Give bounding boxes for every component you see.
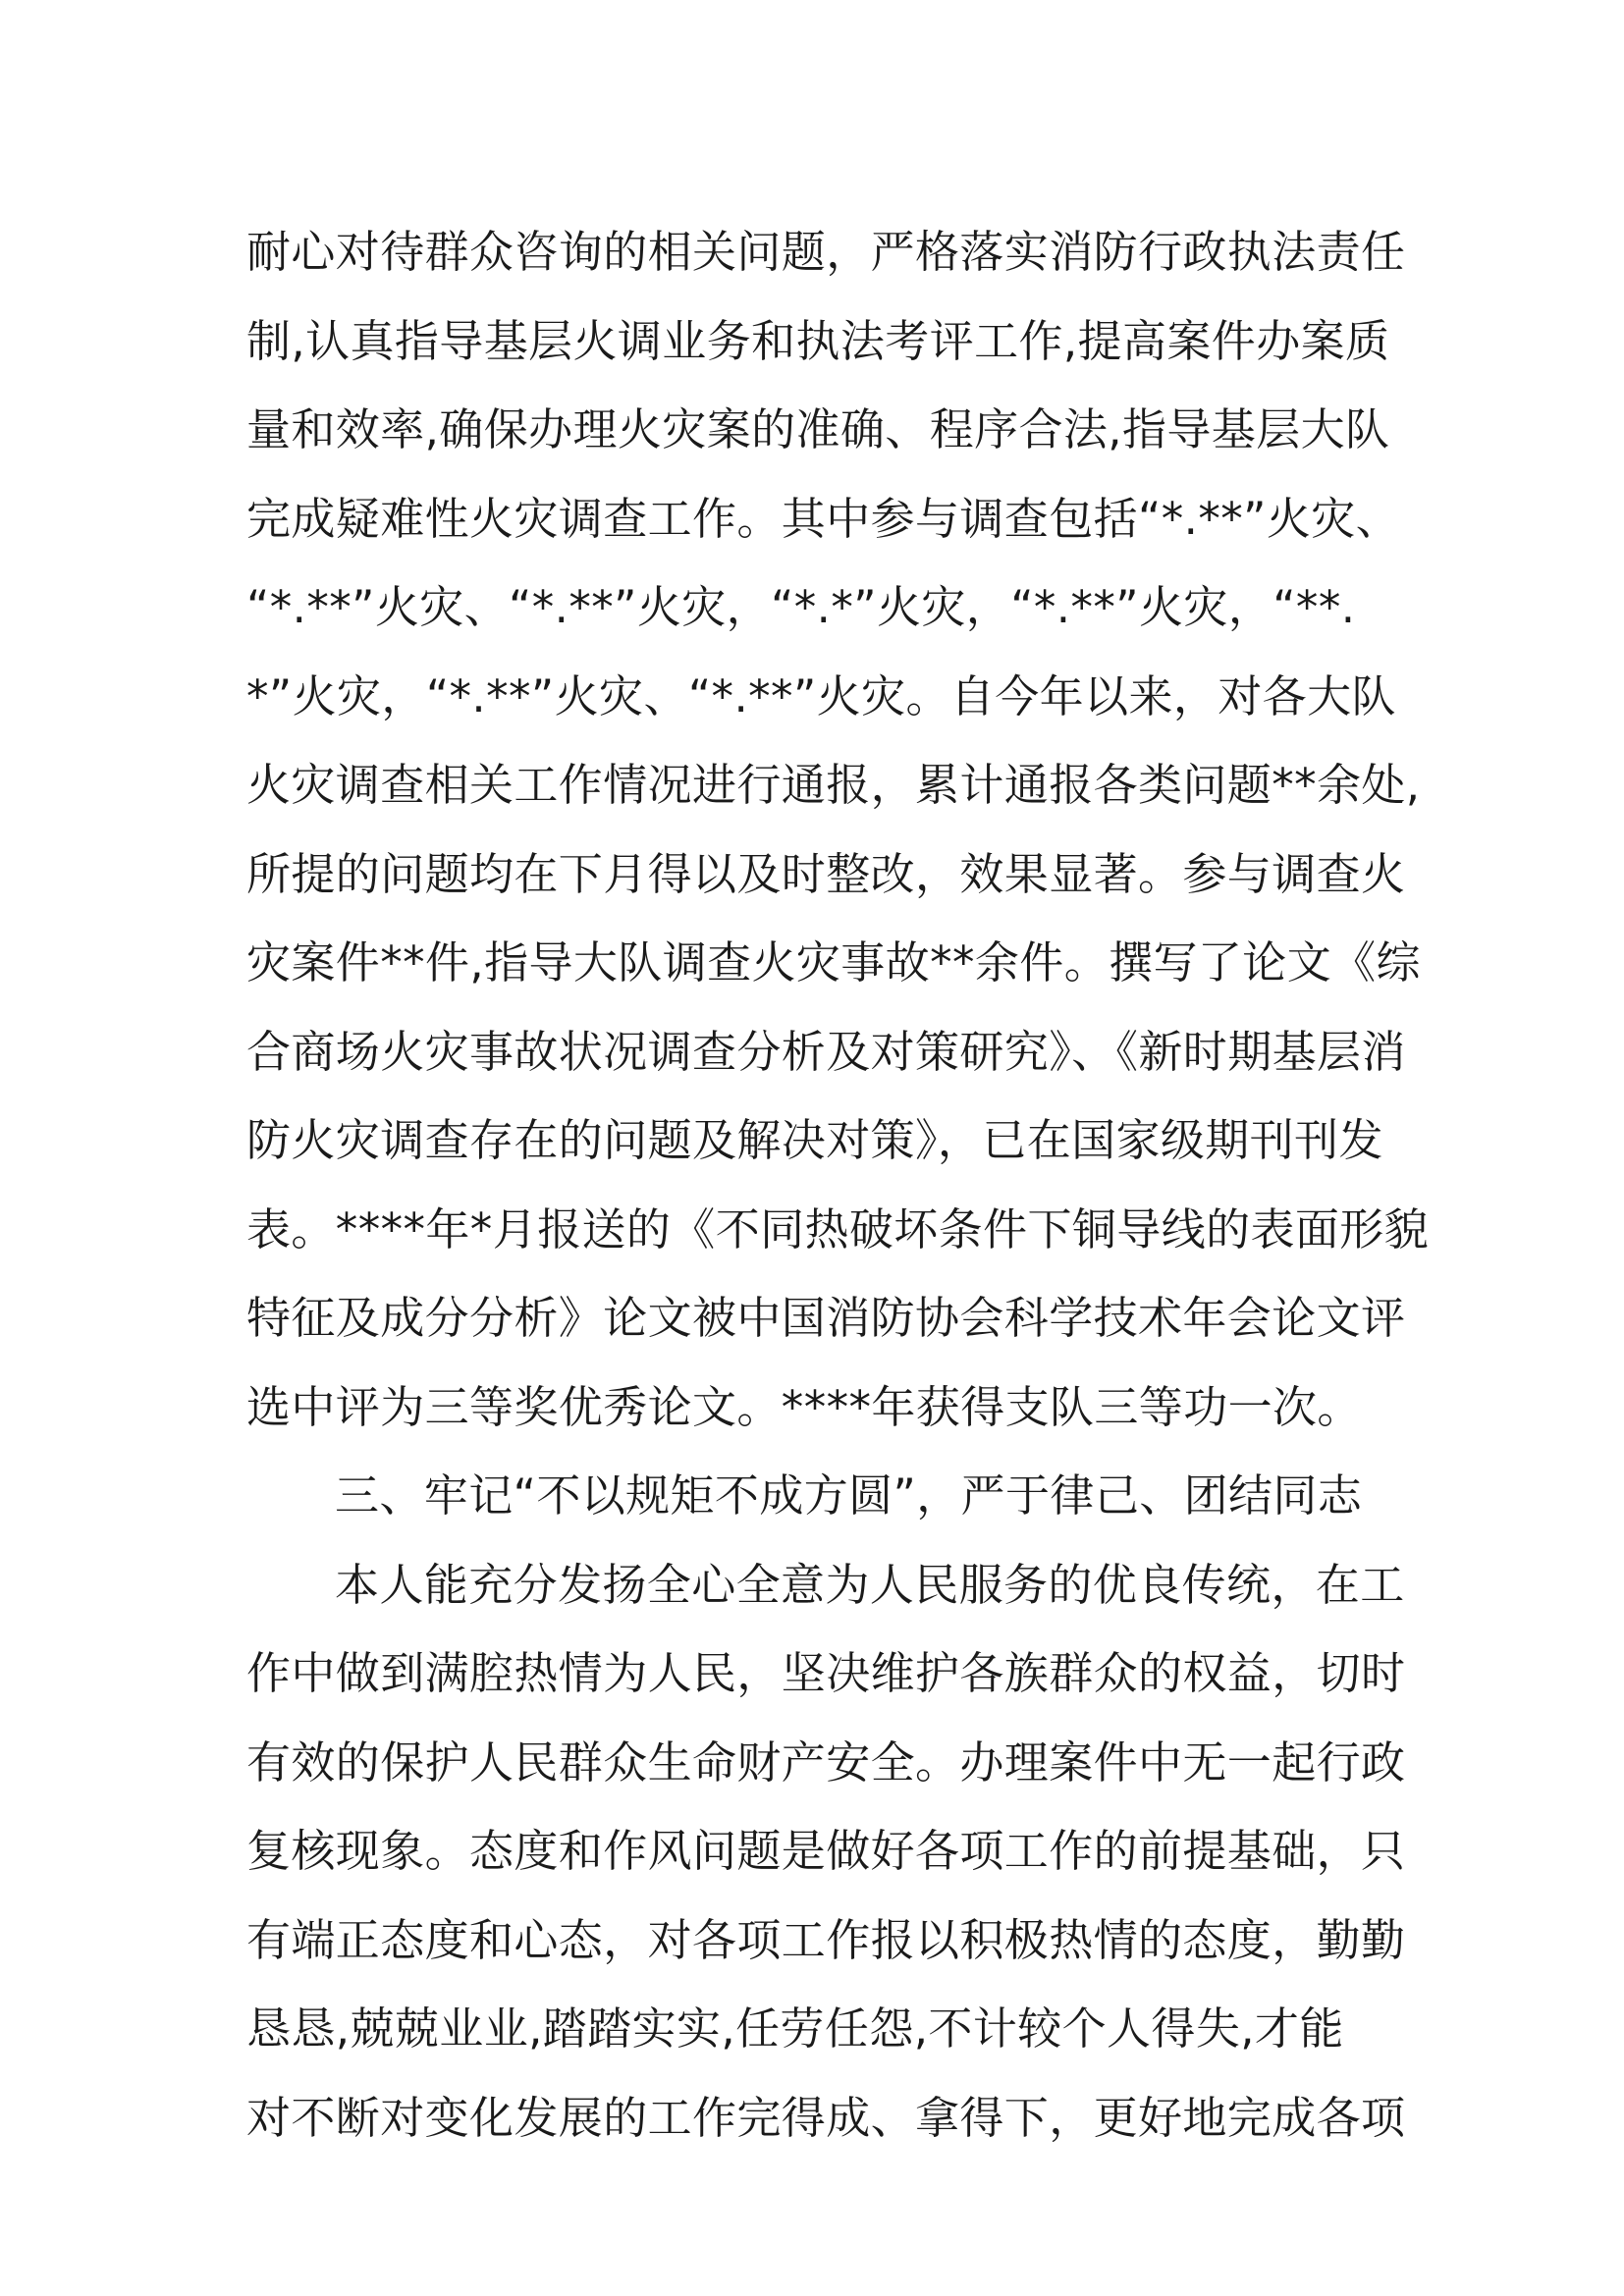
text-line: 选中评为三等奖优秀论文。****年获得支队三等功一次。 — [246, 1380, 1362, 1433]
document-body — [246, 208, 1430, 2163]
text-line: 所提的问题均在下月得以及时整改，效果显著。参与调查火 — [246, 847, 1406, 900]
text-line: 复核现象。态度和作风问题是做好各项工作的前提基础，只 — [246, 1825, 1406, 1877]
text-line: 表。****年*月报送的《不同热破坏条件下铜导线的表面形貌 — [246, 1202, 1430, 1255]
text-line: “*.**”火灾、“*.**”火灾，“*.*”火灾，“*.**”火灾，“**. — [246, 581, 1356, 633]
text-line: 有效的保护人民群众生命财产安全。办理案件中无一起行政 — [246, 1735, 1406, 1789]
text-line: 恳恳,兢兢业业,踏踏实实,任劳任怨,不计较个人得失,才能 — [246, 2002, 1344, 2055]
text-line: 作中做到满腔热情为人民，坚决维护各族群众的权益，切时 — [246, 1647, 1406, 1699]
text-line: 灾案件**件,指导大队调查火灾事故**余件。撰写了论文《综 — [246, 936, 1421, 988]
text-line: 量和效率,确保办理火灾案的准确、程序合法,指导基层大队 — [246, 403, 1390, 455]
text-line: 本人能充分发扬全心全意为人民服务的优良传统，在工 — [335, 1558, 1405, 1611]
text-line: 制,认真指导基层火调业务和执法考评工作,提高案件办案质 — [246, 314, 1390, 367]
text-line: 有端正态度和心态，对各项工作报以积极热情的态度，勤勤 — [246, 1913, 1406, 1966]
text-line: 对不断对变化发展的工作完得成、拿得下，更好地完成各项 — [246, 2091, 1406, 2144]
section-heading: 三、牢记“不以规矩不成方圆”，严于律己、团结同志 — [335, 1469, 1363, 1522]
paragraph-service-attitude — [246, 1541, 1405, 2163]
text-line: 耐心对待群众咨询的相关问题，严格落实消防行政执法责任 — [246, 226, 1406, 278]
text-line: 火灾调查相关工作情况进行通报，累计通报各类问题**余处, — [246, 759, 1421, 811]
text-line: 特征及成分分析》论文被中国消防协会科学技术年会论文评 — [246, 1292, 1406, 1344]
text-line: 完成疑难性火灾调查工作。其中参与调查包括“*.**”火灾、 — [246, 492, 1401, 545]
text-line: 合商场火灾事故状况调查分析及对策研究》、《新时期基层消 — [246, 1025, 1406, 1078]
paragraph-fire-investigation — [246, 208, 1430, 1452]
text-line: 防火灾调查存在的问题及解决对策》，已在国家级期刊刊发 — [246, 1114, 1383, 1166]
text-line: *”火灾，“*.**”火灾、“*.**”火灾。自今年以来，对各大队 — [246, 669, 1396, 722]
